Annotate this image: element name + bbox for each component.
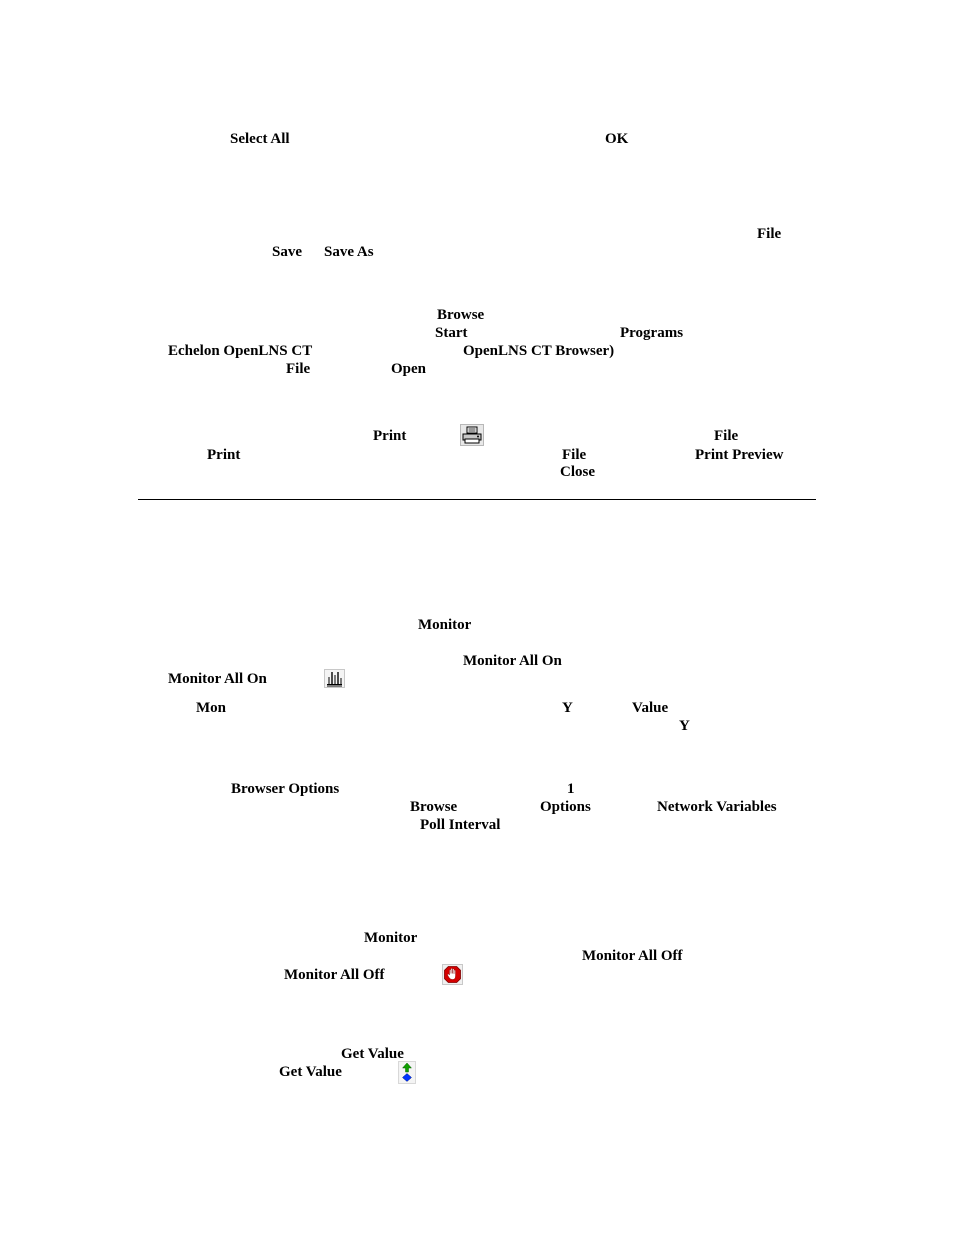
poll-interval-label: Poll Interval (420, 817, 501, 833)
start-label: Start (435, 325, 468, 341)
file-menu-label: File (757, 226, 782, 242)
printer-icon (460, 424, 484, 451)
monitor-all-on-label-2: Monitor All On (168, 671, 267, 687)
network-variables-label: Network Variables (657, 799, 777, 815)
mon-column-label: Mon (196, 700, 226, 716)
y-label-2: Y (679, 718, 690, 734)
value-column-label: Value (632, 700, 669, 716)
monitor-all-on-label: Monitor All On (463, 653, 562, 669)
monitor-all-on-icon (324, 669, 345, 693)
browser-options-label: Browser Options (231, 781, 340, 797)
file-label: File (286, 361, 311, 377)
browse-label-2: Browse (410, 799, 458, 815)
openlns-ct-browser-label: OpenLNS CT Browser) (463, 343, 615, 359)
print-preview-label: Print Preview (695, 447, 784, 463)
echelon-openlns-ct-label: Echelon OpenLNS CT (168, 343, 313, 359)
print-label-2: Print (207, 447, 241, 463)
monitor-all-off-label: Monitor All Off (582, 948, 683, 964)
open-label: Open (391, 361, 427, 377)
file-label-3: File (562, 447, 587, 463)
stop-hand-icon (442, 964, 463, 990)
get-value-label: Get Value (341, 1046, 404, 1062)
close-label: Close (560, 464, 595, 480)
monitor-label: Monitor (418, 617, 472, 633)
get-value-arrows-icon (398, 1061, 416, 1089)
one-label: 1 (567, 781, 575, 797)
programs-label: Programs (620, 325, 684, 341)
save-label: Save (272, 244, 302, 260)
monitor-label-2: Monitor (364, 930, 418, 946)
file-label-2: File (714, 428, 739, 444)
ok-label: OK (605, 131, 629, 147)
y-label: Y (562, 700, 573, 716)
select-all-label: Select All (230, 131, 290, 147)
get-value-label-2: Get Value (279, 1064, 342, 1080)
monitor-all-off-label-2: Monitor All Off (284, 967, 385, 983)
browse-label: Browse (437, 307, 485, 323)
print-label: Print (373, 428, 407, 444)
horizontal-divider (138, 499, 816, 500)
options-label: Options (540, 799, 591, 815)
save-as-label: Save As (324, 244, 374, 260)
